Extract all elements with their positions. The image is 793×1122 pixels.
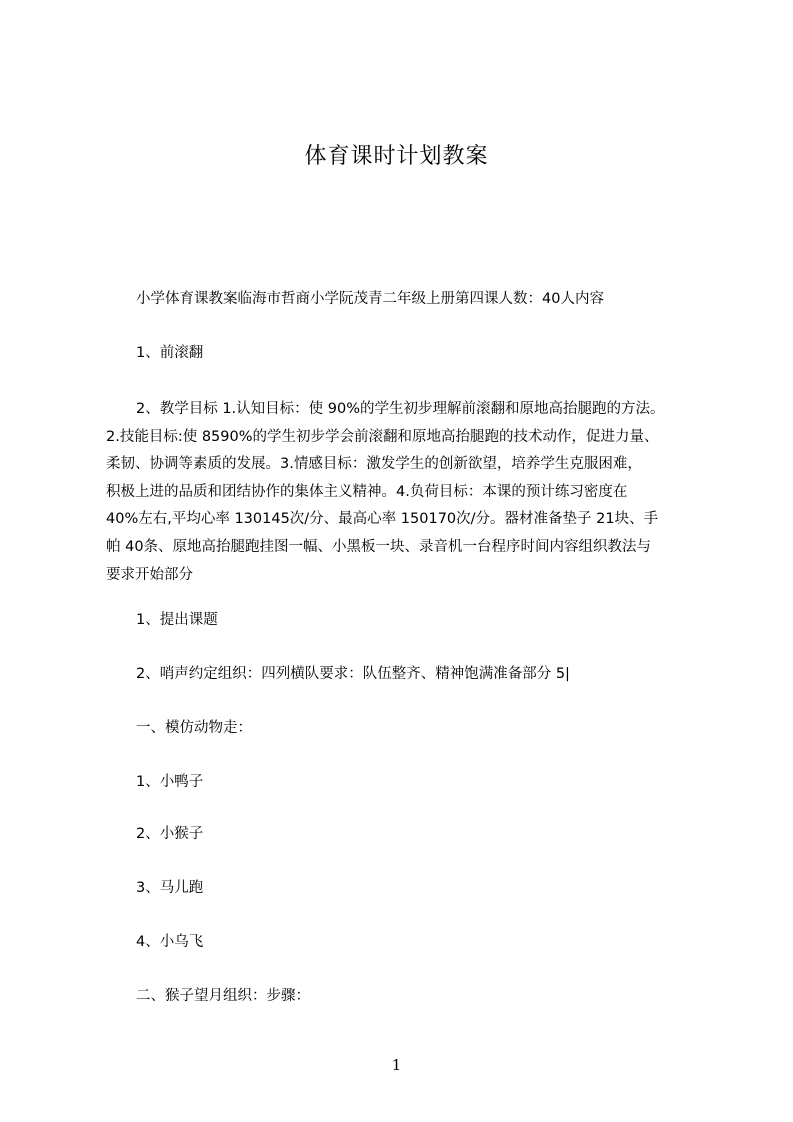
start-item-2: 2、哨声约定组织：四列横队要求：队伍整齐、精神饱满准备部分 5|: [136, 666, 570, 682]
objectives-paragraph: [106, 396, 696, 586]
objectives-line: 柔韧、协调等素质的发展。3.情感目标：激发学生的创新欲望，培养学生克服困难，: [106, 456, 642, 473]
animal-item: 1、小鸭子: [136, 774, 204, 790]
section-heading-1: 一、模仿动物走：: [136, 720, 252, 736]
content-item-1: 1、前滚翻: [136, 345, 204, 361]
start-item-1: 1、提出课题: [136, 612, 218, 628]
objectives-line: 帕 40条、原地高抬腿跑挂图一幅、小黑板一块、录音机一台程序时间内容组织教法与: [106, 538, 652, 555]
objectives-line: 40%左右,平均心率 130145次/分、最高心率 150170次/分。器材准备垫子 21块、手: [106, 511, 659, 528]
page-number: 1: [391, 1056, 402, 1074]
objectives-line: 2.技能目标:使 8590%的学生初步学会前滚翻和原地高抬腿跑的技术动作，促进力量、: [106, 428, 659, 445]
document-title: 体育课时计划教案: [304, 144, 489, 169]
animal-item: 3、马儿跑: [136, 880, 204, 896]
intro-line: 小学体育课教案临海市哲商小学阮茂青二年级上册第四课人数：40人内容: [136, 291, 604, 307]
objectives-line: 2、教学目标 1.认知目标：使 90%的学生初步理解前滚翻和原地高抬腿跑的方法。: [136, 401, 665, 417]
section-heading-2: 二、猴子望月组织：步骤：: [136, 988, 310, 1004]
objectives-line: 要求开始部分: [106, 566, 193, 583]
objectives-line: 积极上进的品质和团结协作的集体主义精神。4.负荷目标：本课的预计练习密度在: [106, 483, 628, 500]
animal-item: 4、小乌飞: [136, 934, 204, 950]
animal-item: 2、小猴子: [136, 826, 204, 842]
